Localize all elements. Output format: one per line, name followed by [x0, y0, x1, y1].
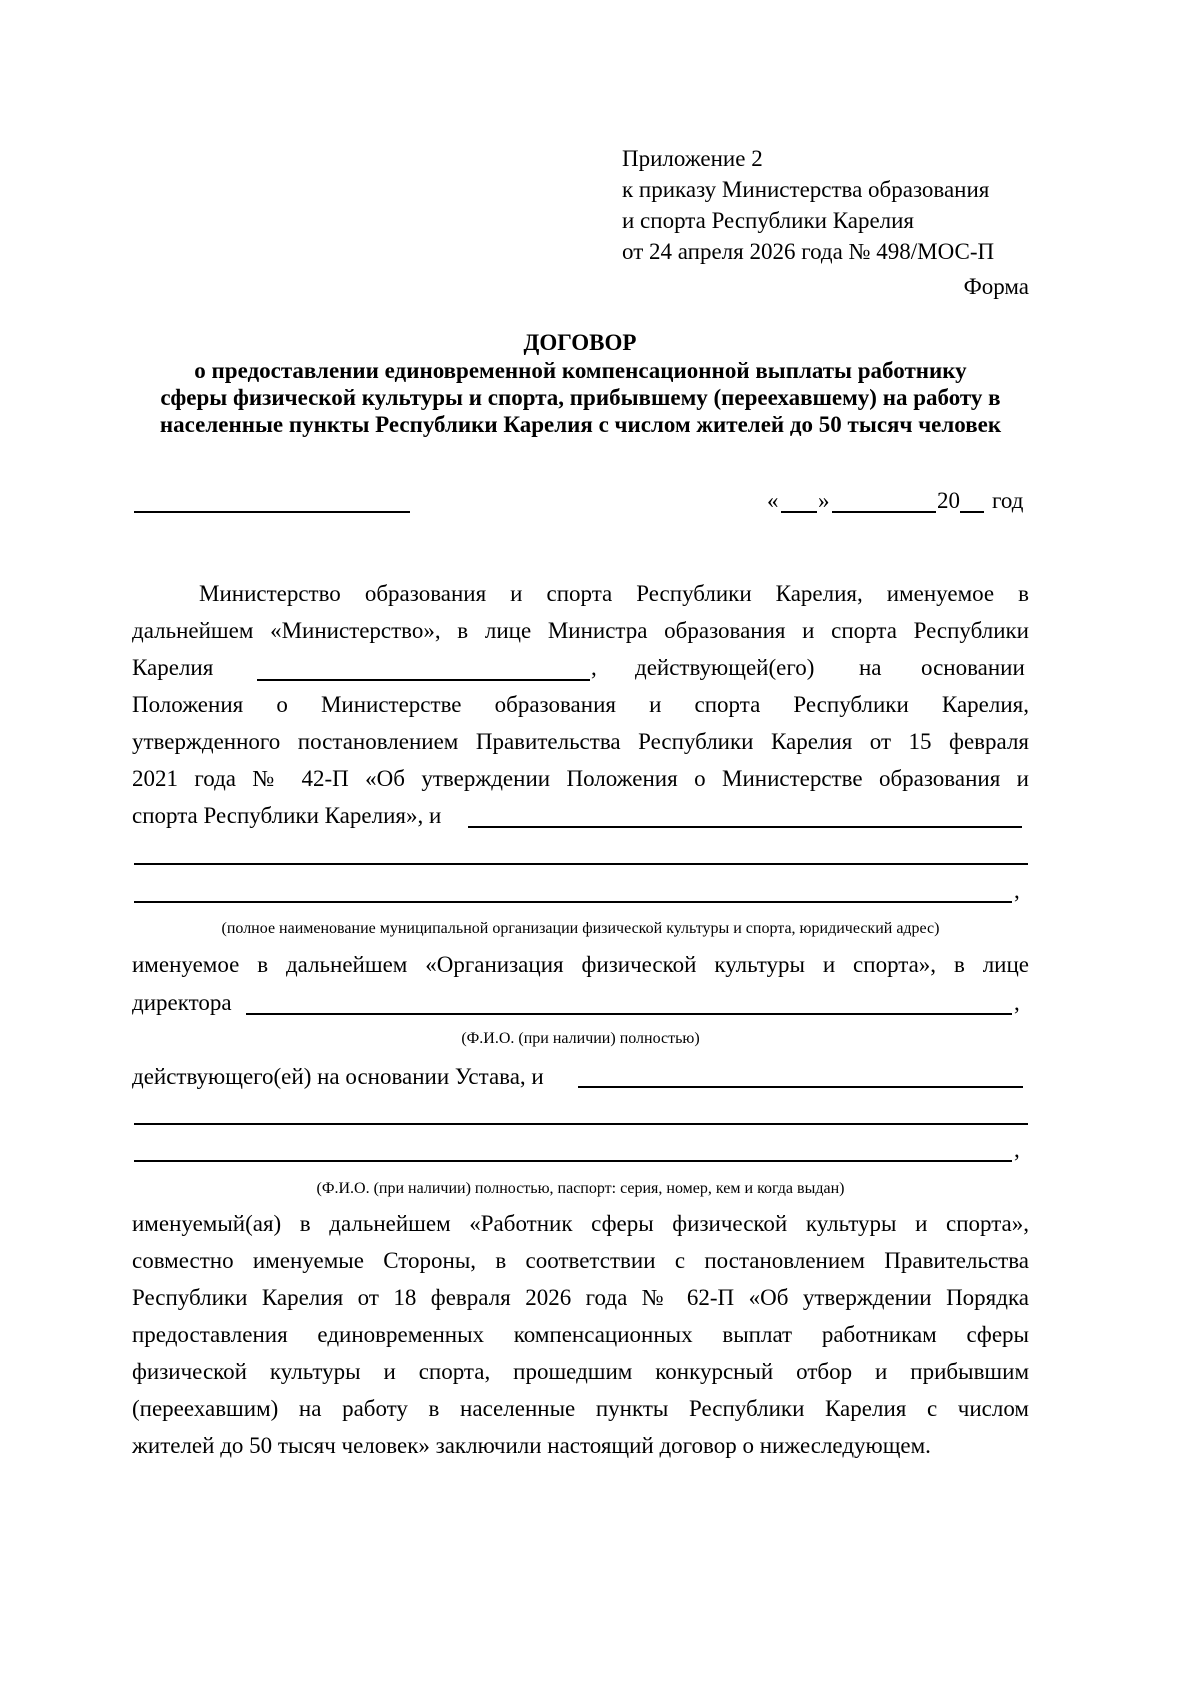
organization-blank-line-2: [134, 863, 1028, 865]
title-subline-2: сферы физической культуры и спорта, прибывшему (переехавшему) на работу в: [160, 385, 1001, 410]
director-comma: ,: [1014, 990, 1020, 1015]
date-day-blank: [781, 511, 817, 513]
employee-comma: ,: [1014, 1137, 1020, 1162]
header-line-4: от 24 апреля 2026 года № 498/МОС-П: [622, 239, 995, 264]
header-line-1: Приложение 2: [622, 146, 763, 171]
body-line-16: (переехавшим) на работу в населенные пункты Республики Карелия с числом: [132, 1396, 1029, 1421]
date-year-prefix: 20: [937, 488, 960, 513]
header-block: [622, 143, 994, 267]
body-line-3-acting: действующей(его): [635, 655, 815, 680]
body-line-3-on: на: [859, 655, 882, 680]
body-line-1: Министерство образования и спорта Республики Карелия, именуемое в: [199, 581, 1029, 606]
body-line-15: физической культуры и спорта, прошедшим конкурсный отбор и прибывшим: [132, 1359, 1029, 1384]
document-title: ДОГОВОР: [523, 330, 637, 355]
organization-blank-line-1: [468, 826, 1022, 828]
director-name-blank: [246, 1013, 1012, 1015]
header-line-2: к приказу Министерства образования: [622, 177, 990, 202]
organization-comma: ,: [1014, 878, 1020, 903]
date-year-blank: [960, 511, 984, 513]
body-line-3-start: Карелия: [132, 655, 214, 680]
body-line-10: действующего(ей) на основании Устава, и: [132, 1064, 544, 1089]
body-line-3-comma: ,: [591, 655, 597, 680]
date-month-blank: [832, 511, 936, 513]
minister-name-blank: [257, 679, 590, 681]
body-line-9: директора: [132, 990, 232, 1015]
body-line-6: 2021 года № 42-П «Об утверждении Положения о Министерстве образования и: [132, 766, 1029, 791]
body-line-5: утвержденного постановлением Правительства Республики Карелия от 15 февраля: [132, 729, 1029, 754]
body-line-12: совместно именуемые Стороны, в соответствии с постановлением Правительства: [132, 1248, 1029, 1273]
header-line-3: и спорта Республики Карелия: [622, 208, 915, 233]
employee-blank-line-2: [134, 1123, 1028, 1125]
date-year-word: год: [992, 488, 1024, 513]
organization-blank-line-3: [134, 901, 1012, 903]
date-quote-open: «: [767, 488, 779, 513]
caption-organization: (полное наименование муниципальной организации физической культуры и спорта, юридический адрес): [221, 920, 940, 937]
form-label: Форма: [963, 274, 1029, 299]
title-subline-1: о предоставлении единовременной компенсационной выплаты работнику: [194, 358, 967, 383]
caption-director: (Ф.И.О. (при наличии) полностью): [461, 1030, 700, 1047]
employee-blank-line-1: [578, 1086, 1023, 1088]
body-line-17: жителей до 50 тысяч человек» заключили настоящий договор о нижеследующем.: [132, 1433, 931, 1458]
place-blank-line: [134, 511, 410, 513]
body-line-8: именуемое в дальнейшем «Организация физической культуры и спорта», в лице: [132, 952, 1029, 977]
title-subline-3: населенные пункты Республики Карелия с числом жителей до 50 тысяч человек: [159, 412, 1002, 437]
body-line-2: дальнейшем «Министерство», в лице Министра образования и спорта Республики: [132, 618, 1029, 643]
body-line-3-basis: основании: [921, 655, 1025, 680]
employee-blank-line-3: [134, 1160, 1012, 1162]
date-quote-close: »: [818, 488, 830, 513]
caption-employee: (Ф.И.О. (при наличии) полностью, паспорт: серия, номер, кем и когда выдан): [316, 1180, 845, 1197]
body-line-14: предоставления единовременных компенсационных выплат работникам сферы: [132, 1322, 1029, 1347]
body-line-4: Положения о Министерстве образования и спорта Республики Карелия,: [132, 692, 1029, 717]
body-line-13: Республики Карелия от 18 февраля 2026 года № 62-П «Об утверждении Порядка: [132, 1285, 1029, 1310]
body-line-11: именуемый(ая) в дальнейшем «Работник сферы физической культуры и спорта»,: [132, 1211, 1029, 1236]
body-line-7: спорта Республики Карелия», и: [132, 803, 442, 828]
